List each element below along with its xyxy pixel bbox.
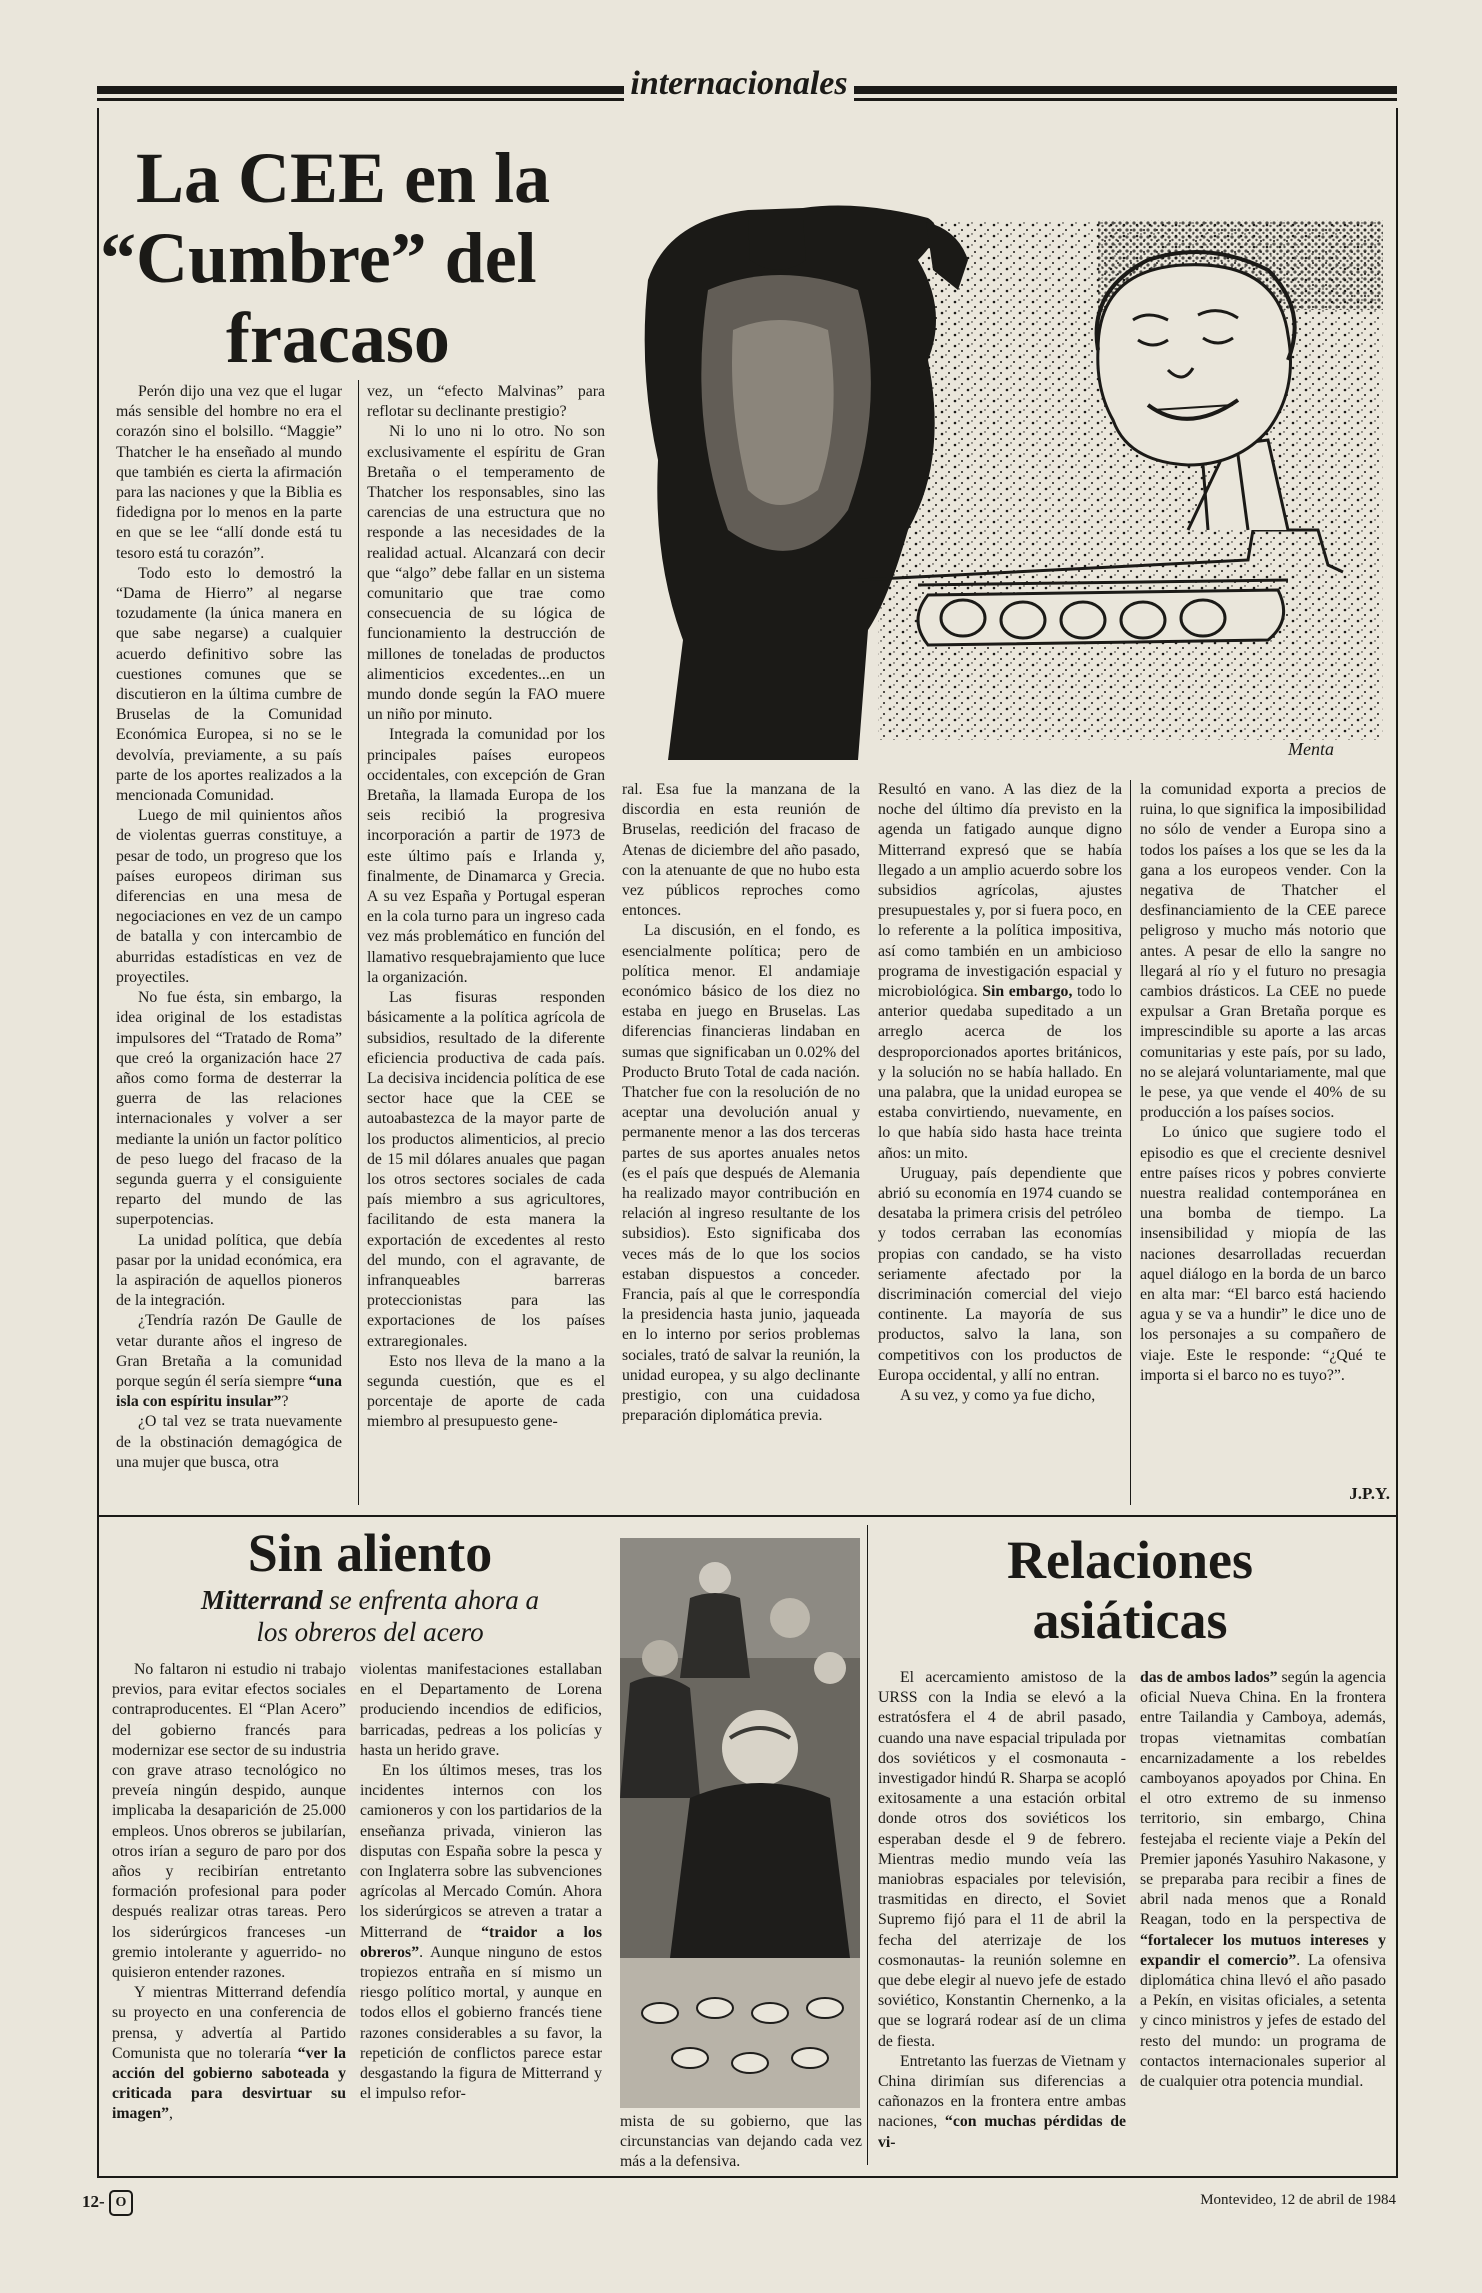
paragraph xyxy=(1140,1123,1386,1386)
paragraph xyxy=(116,1231,342,1312)
article3-headline xyxy=(880,1530,1380,1650)
subhead-text: los obreros del acero xyxy=(256,1617,484,1647)
paragraph xyxy=(116,806,342,988)
bold-text: “traidor a los obreros” xyxy=(360,1923,602,1961)
paragraph xyxy=(367,988,605,1352)
article2-column-3 xyxy=(620,2112,862,2173)
article1-headline xyxy=(100,138,620,378)
text-run: , xyxy=(169,2105,173,2123)
divider-vertical-1 xyxy=(358,380,359,1505)
text-run: Entretanto las fuerzas de Vietnam y China dirimían sus diferencias a cañonazos en la frontera entre ambas naciones, xyxy=(878,2052,1126,2131)
article1-headline-line2: “Cumbre” del xyxy=(100,218,537,298)
article3-column-2 xyxy=(1140,1668,1386,2092)
article3-column-1 xyxy=(878,1668,1126,2153)
article3-headline-line1: Relaciones xyxy=(1007,1530,1253,1590)
text-run: El acercamiento amistoso de la URSS con la India se elevó a la estratósfera el 4 de abril pasado, cuando una nave espacial tripulada por dos soviéticos y el cosmonauta -investigador hindú R. Sharpa se acopló exitosamente a una estación orbital donde otros dos soviéticos los esperaban desde el 9 de febrero. Mientras medio mundo veía las maniobras espaciales por televisión, trasmitidas en directo, el Soviet Supremo fijó para el 11 de abril la fecha del aterrizaje de los cosmonautas- la reunión solemne en que debe elegir al nuevo jefe de estado soviético, Konstantin Chernenko, a la que se logrará rodear así de un clima de fiesta. xyxy=(878,1669,1126,2050)
text-run: Ni lo uno ni lo otro. No son exclusivamente el espíritu de Gran Bretaña o el temperamento de Thatcher los responsables, sino las carencias de una estructura que no responde a las necesidades de la realidad actual. Alcanzará con decir que “algo” debe fallar en un sistema comunitario que trae como consecuencia de su lógica de funcionamiento la destrucción de millones de toneladas de productos alimenticios excedentes...en un mundo donde según la FAO muere un niño por minuto. xyxy=(367,423,605,724)
text-run: . La ofensiva diplomática china llevó el año pasado a Pekín, en visitas oficiales, a setenta y cinco ministros y jefes de estado del resto del mundo: un programa de contactos internacionales superior al de cualquier otra potencia mundial. xyxy=(1140,1951,1386,2091)
article1-column-5 xyxy=(1140,780,1386,1386)
paragraph xyxy=(112,1660,346,1983)
photo-face xyxy=(722,1710,798,1786)
text-run: La unidad política, que debía pasar por la unidad económica, era la aspiración de aquellos pioneros de la integración. xyxy=(116,1231,342,1310)
bold-text: “ver la acción del gobierno saboteada y criticada para desvirtuar su imagen” xyxy=(112,2044,346,2123)
text-run: según la agencia oficial Nueva China. En la frontera entre Tailandia y Camboya, además, tropas vietnamitas combatían encarnizadamente a los rebeldes camboyanos apoyados por China. En el otro extremo de su inmenso territorio, sin embargo, China festejaba el reciente viaje a Pekín del Premier japonés Yasuhiro Nakasone, y se preparaba para recibir a fines de abril nada menos que a Ronald Reagan, todo en la perspectiva de xyxy=(1140,1669,1386,1929)
text-run: Todo esto lo demostró la “Dama de Hierro” al negarse tozudamente (la única manera en que sabe negarse) a cualquier acuerdo definitivo sobre las cuestiones comunes que se discutieron en la última cumbre de Bruselas de la Comunidad Económica Europea, si no se le devolvía, previamente, a su país parte de los aportes realizados a la mencionada Comunidad. xyxy=(116,564,342,805)
paragraph xyxy=(360,1660,602,1761)
subhead-text: se enfrenta ahora a xyxy=(322,1585,539,1615)
paragraph xyxy=(116,988,342,1230)
text-run: Y mientras Mitterrand defendía su proyecto en una conferencia de prensa, y advertía al Partido Comunista que no toleraría xyxy=(112,1984,346,2062)
article1-headline-line3: fracaso xyxy=(226,298,450,378)
paragraph xyxy=(878,1668,1126,2052)
paragraph xyxy=(112,1983,346,2124)
text-run: mista de su gobierno, que las circunstancias van dejando cada vez más a la defensiva. xyxy=(620,2113,862,2171)
article1-column-3 xyxy=(622,780,860,1427)
article1-headline-line1: La CEE en la xyxy=(136,138,551,218)
paragraph xyxy=(622,780,860,921)
divider-vertical-4 xyxy=(1130,780,1131,1505)
frame-left xyxy=(97,108,99,2178)
text-run: No faltaron ni estudio ni trabajo previos, para evitar efectos sociales contraproducentes. El “Plan Acero” del gobierno francés para modernizar ese sector de su industria con grave atraso tecnológico no preveía ningún despido, aunque implicaba la desaparición de 25.000 empleos. Unos obreros se jubilarían, otros irían a seguro de paro por dos años y recibirían entretanto formación profesional para poder después realizar otras tareas. Pero los siderúrgicos franceses -un gremio intolerante y aguerrido- no quisieron entender razones. xyxy=(112,1661,346,1982)
paragraph xyxy=(878,1386,1122,1406)
text-run: Las fisuras responden básicamente a la política agrícola de subsidios, resultado de la diferente eficiencia productiva de cada país. La decisiva incidencia política de ese sector hace que la CEE se autoabastezca de la mayor parte de los productos alimenticios, al precio de 15 mil dólares anuales que pagan los otros sectores sociales de cada país miembro a sus agricultores, facilitando de esta manera la exportación de excedentes al resto del mundo, con el agravante, de infranqueables barreras proteccionistas para las exportaciones de los países extraregionales. xyxy=(367,989,605,1350)
paragraph xyxy=(116,564,342,806)
paragraph xyxy=(1140,1668,1386,2092)
frame-right xyxy=(1396,108,1398,2178)
text-run: No fue ésta, sin embargo, la idea original de los estadistas impulsores del “Tratado de Roma” que creó la organización hace 27 años como forma de desterrar la guerra de las relaciones internacionales y volver a ser mediante la unión un factor político de peso luego del fracaso de la segunda guerra y el consiguiente reparto del mundo de las superpotencias. xyxy=(116,989,342,1229)
text-run: Lo único que sugiere todo el episodio es que el creciente desnivel entre países ricos y pobres convierte nuestra realidad contemporánea en una bomba de tiempo. La insensibilidad y miopía de las naciones desarrolladas recuerdan aquel diálogo en la borda de un barco en alta mar: “El barco está haciendo agua y se va a hundir” le dice uno de los personajes a su compañero de viaje. Este le responde: “¿Qué te importa si el barco no es tuyo?”. xyxy=(1140,1124,1386,1384)
dateline: Montevideo, 12 de abril de 1984 xyxy=(1200,2192,1396,2208)
text-run: Uruguay, país dependiente que abrió su economía en 1974 cuando se desataba la primera crisis del petróleo y todos cerraban las economías propias con candado, se ha visto seriamente afectado por la discriminación comercial del viejo continente. La mayoría de sus productos, salvo la lana, son competitivos con los productos de Europa occidental, y allí no entran. xyxy=(878,1164,1122,1384)
bold-text: das de ambos lados” xyxy=(1140,1669,1278,1686)
article1-signature: J.P.Y. xyxy=(1349,1484,1390,1503)
news-photo xyxy=(620,1538,860,2108)
paragraph xyxy=(367,422,605,725)
text-run: Esto nos lleva de la mano a la segunda cuestión, que es el porcentaje de aporte de cada miembro al presupuesto gene- xyxy=(367,1352,605,1431)
paragraph xyxy=(620,2112,862,2173)
article2-subhead xyxy=(120,1584,620,1648)
subhead-line xyxy=(120,1584,620,1616)
divider-horizontal xyxy=(97,1515,1397,1517)
text-run: ¿O tal vez se trata nuevamente de la obstinación demagógica de una mujer que busca, otra xyxy=(116,1413,342,1471)
cartoon-svg xyxy=(628,200,1388,770)
text-run: vez, un “efecto Malvinas” para reflotar su declinante prestigio? xyxy=(367,383,605,421)
article3-headline-line2: asiáticas xyxy=(1032,1590,1228,1650)
text-run: todo lo anterior quedaba supeditado a un arreglo acerca de los desproporcionados aportes británicos, y la solución no se había hallado. En una palabra, que la unidad europea se estaba convirtiendo, nuevamente, en lo que había sido hasta hace treinta años: un mito. xyxy=(878,983,1122,1162)
paragraph xyxy=(367,725,605,988)
paragraph xyxy=(878,2052,1126,2153)
text-run: ? xyxy=(281,1393,289,1411)
paragraph xyxy=(116,1311,342,1412)
bold-text: Sin embargo, xyxy=(982,983,1073,1001)
bold-text: “con muchas pérdidas de vi- xyxy=(878,2113,1126,2151)
cartoon-signature: Menta xyxy=(1288,739,1334,759)
text-run: Perón dijo una vez que el lugar más sensible del hombre no era el corazón sino el bolsillo. “Maggie” Thatcher le ha enseñado al mundo que también es cierta la afirmación para las naciones y que la Biblia es fidedigna por lo menos en la parte en que se lee “allí donde está tu tesoro está tu corazón”. xyxy=(116,383,342,562)
paragraph xyxy=(116,382,342,564)
subhead-text: Mitterrand xyxy=(200,1585,323,1615)
text-run: En los últimos meses, tras los incidentes internos con los camioneros y con los partidarios de la enseñanza privada, vinieron las disputas con España sobre la pesca y con Inglaterra sobre las subvenciones agrícolas al Mercado Común. Ahora los siderúrgicos se atreven a tratar a Mitterrand de xyxy=(360,1762,602,1941)
section-label: internacionales xyxy=(624,64,854,104)
paragraph xyxy=(360,1761,602,2104)
photo-svg xyxy=(620,1538,860,2108)
text-run: violentas manifestaciones estallaban en el Departamento de Lorena produciendo incendios de edificios, barricadas, pedreas a los policías y hasta un herido grave. xyxy=(360,1661,602,1759)
article1-column-4 xyxy=(878,780,1122,1406)
text-run: A su vez, y como ya fue dicho, xyxy=(900,1387,1096,1405)
bold-text: “una isla con espíritu insular” xyxy=(116,1372,342,1411)
bold-text: “fortalecer los mutuos intereses y expandir el comercio” xyxy=(1140,1931,1386,1969)
divider-vertical-bottom xyxy=(867,1525,868,2165)
paragraph xyxy=(622,921,860,1426)
text-run: Resultó en vano. A las diez de la noche del último día previsto en la agenda un fatigado aunque digno Mitterrand expresó que se había llegado a un amplio acuerdo sobre los subsidios agrícolas, ajustes presupuestales y, por si fuera poco, en lo referente a la política impositiva, así como también en un ambicioso programa de investigación espacial y microbiológica. xyxy=(878,781,1122,1001)
cartoon-illustration xyxy=(628,200,1388,770)
text-run: Luego de mil quinientos años de violentas guerras constituye, a pesar de todo, un progreso que los países europeos diriman sus diferencias en una mesa de negociaciones en vez de un campo de batalla y con intercambio de aburridas estadísticas en vez de proyectiles. xyxy=(116,807,342,986)
text-run: ¿Tendría razón De Gaulle de vetar durante años el ingreso de Gran Bretaña a la comunidad porque según él sería siempre xyxy=(116,1312,342,1390)
page-number xyxy=(82,2190,133,2216)
publication-logo-icon: O xyxy=(109,2190,133,2216)
article1-column-2 xyxy=(367,382,605,1433)
text-run: . Aunque ninguno de estos tropiezos entraña en sí mismo un riesgo político mortal, y aunque en todos ellos el gobierno francés tiene razones considerables a su favor, la repetición de conflictos parece estar desgastando la figura de Mitterrand y el impulso refor- xyxy=(360,1943,602,2103)
paragraph xyxy=(367,382,605,422)
text-run: La discusión, en el fondo, es esencialmente política; pero de política menor. El andamiaje económico básico de los diez no estaba en juego en Bruselas. Las diferencias financieras lindaban en sumas que significaban un 0.02% del Producto Bruto Total de cada nación. Thatcher fue con la resolución de no aceptar una devolución anual y permanente menor a las dos terceras partes de sus aportes anuales netos (es el país que después de Alemania ha realizado mayor contribución en relación al ingreso resultante de los subsidios). Esto significaba dos veces más de lo que los socios estaban dispuestos a conceder. Francia, país al que le correspondía la presidencia hasta junio, jaqueada en lo interno por serios problemas sociales, trató de salvar la reunión, la unidad europea, y su algo declinante prestigio, con una cuidadosa preparación diplomática previa. xyxy=(622,922,860,1425)
paragraph xyxy=(116,1412,342,1473)
text-run: ral. Esa fue la manzana de la discordia en esta reunión de Bruselas, reedición del fracaso de Atenas de diciembre del año pasado, con la atenuante de que no hubo esta vez públicos reproches como entonces. xyxy=(622,781,860,920)
article1-column-1 xyxy=(116,382,342,1473)
text-run: la comunidad exporta a precios de ruina, lo que significa la imposibilidad no sólo de vender a Europa sino a todos los países a los que se les da la gana a los europeos vender. Con la negativa de Thatcher el desfinanciamiento de la CEE parece peligroso y mucho más notorio que antes. A pesar de ello la sangre no llegará al río y el futuro no presagia cambios drásticos. La CEE no puede expulsar a Gran Bretaña porque es imprescindible su aporte a las arcas comunitarias y este país, por su lado, no se alejará voluntariamente, mal que le pese, ya que vende el 40% de su producción a los países socios. xyxy=(1140,781,1386,1122)
paragraph xyxy=(878,1164,1122,1386)
paragraph xyxy=(878,780,1122,1164)
article2-column-1 xyxy=(112,1660,346,2125)
article2-headline: Sin aliento xyxy=(247,1523,493,1583)
subhead-line xyxy=(120,1616,620,1648)
article2-column-2 xyxy=(360,1660,602,2104)
text-run: Integrada la comunidad por los principales países europeos occidentales, con excepción de Gran Bretaña, la llamada Europa de los seis recibió la progresiva incorporación a partir de 1973 de este último país e Irlanda y, finalmente, de Dinamarca y Grecia. A su vez España y Portugal esperan en la cola turno para un ingreso cada vez más problemático en función del llamativo resquebrajamiento que luce la organización. xyxy=(367,726,605,986)
page-number-text: 12- xyxy=(82,2191,105,2211)
paragraph xyxy=(367,1352,605,1433)
paragraph xyxy=(1140,780,1386,1123)
frame-bottom xyxy=(97,2176,1397,2178)
